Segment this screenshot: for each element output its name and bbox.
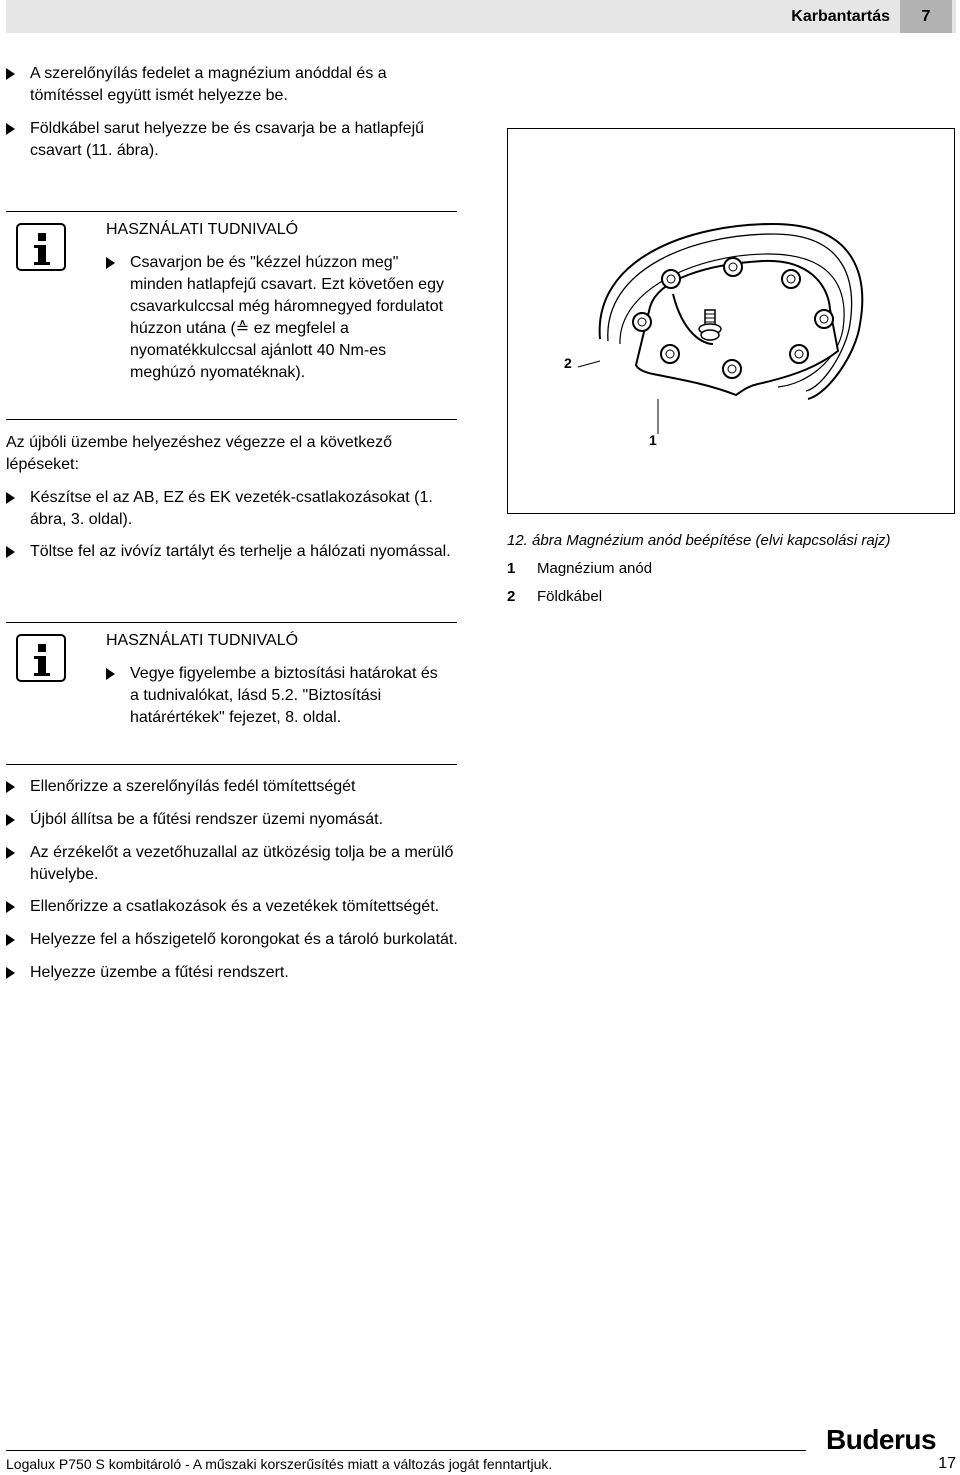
list-item-text: A szerelőnyílás fedelet a magnézium anóddal és a tömítéssel együtt ismét helyezze be. — [30, 65, 387, 104]
list-item-text: Helyezze üzembe a fűtési rendszert. — [30, 964, 289, 981]
list-item-text: Újból állítsa be a fűtési rendszer üzemi nyomását. — [30, 811, 384, 828]
list-item — [106, 252, 451, 384]
notice-heading: HASZNÁLATI TUDNIVALÓ — [106, 221, 299, 238]
top-bullet-list — [6, 63, 458, 162]
list-item-text: Ellenőrizze a csatlakozások és a vezetékek tömítettségét. — [30, 898, 440, 915]
header-bar — [6, 0, 956, 33]
corresponds-symbol: ≙ — [235, 320, 250, 337]
chapter-number: 7 — [900, 0, 952, 33]
brand-logo: Buderus — [826, 1424, 937, 1455]
section-title: Karbantartás — [791, 8, 890, 25]
list-item-text: Az érzékelőt a vezetőhuzallal az ütközésig tolja be a merülő hüvelybe. — [30, 844, 454, 883]
legend-item — [507, 559, 652, 579]
bullet-arrow-icon — [6, 492, 15, 504]
list-item-text: Készítse el az AB, EZ és EK vezeték-csatlakozásokat (1. ábra, 3. oldal). — [30, 489, 433, 528]
bullet-arrow-icon — [6, 934, 15, 946]
list-item — [6, 776, 458, 798]
legend-text: Földkábel — [537, 588, 603, 605]
notice-text-2: ez megfelel a nyomatékkulccsal ajánlott 40 Nm-es meghúzó nyomatéknak). — [130, 320, 387, 381]
list-item — [6, 809, 458, 831]
notice-text: Csavarjon be és "kézzel húzzon meg" minden hatlapfejű csavart. Ezt követően egy csavarkulccsal még háromnegyed fordulatot húzzon utána — [130, 254, 444, 337]
notice-text: Vegye figyelembe a biztosítási határokat és a tudnivalókat, lásd 5.2. "Biztosítási határértékek" fejezet, 8. oldal. — [130, 665, 438, 726]
bullet-arrow-icon — [6, 814, 15, 826]
notice-body — [106, 252, 451, 384]
bullet-arrow-icon — [6, 967, 15, 979]
bullet-arrow-icon — [106, 257, 115, 269]
notice-body — [106, 663, 451, 729]
list-item — [6, 842, 458, 886]
list-item — [106, 663, 451, 729]
figure-caption-text: Magnézium anód beépítése (elvi kapcsolási rajz) — [566, 532, 891, 549]
bullet-arrow-icon — [106, 668, 115, 680]
bolt-icon — [662, 270, 680, 288]
figure-caption-number: 12. ábra — [507, 532, 563, 549]
bullet-arrow-icon — [6, 68, 15, 80]
anode-drawing — [508, 129, 954, 513]
notice-text-paren: ( — [230, 320, 236, 337]
list-item-text: Ellenőrizze a szerelőnyílás fedél tömítettségét — [30, 778, 356, 795]
info-icon — [16, 634, 66, 682]
legend-item — [507, 587, 602, 607]
legend-number: 1 — [507, 560, 516, 577]
list-item-text: Töltse fel az ivóvíz tartályt és terhelje a hálózati nyomással. — [30, 543, 451, 560]
bullet-arrow-icon — [6, 901, 15, 913]
notice-box — [6, 211, 457, 420]
bullet-arrow-icon — [6, 123, 15, 135]
list-item-text: Helyezze fel a hőszigetelő korongokat és a tároló burkolatát. — [30, 931, 458, 948]
list-item — [6, 541, 458, 563]
list-item — [6, 929, 458, 951]
figure-frame — [507, 128, 955, 514]
intro-section — [6, 432, 458, 563]
bolt-icon — [724, 258, 742, 276]
page-number: 17 — [938, 1455, 956, 1472]
list-item-text: Földkábel sarut helyezze be és csavarja be a hatlapfejű csavart (11. ábra). — [30, 120, 425, 159]
bullet-arrow-icon — [6, 546, 15, 558]
legend-text: Magnézium anód — [537, 560, 653, 577]
legend-number: 2 — [507, 588, 516, 605]
figure-caption — [507, 531, 891, 551]
list-item — [6, 487, 458, 531]
list-item — [6, 896, 458, 918]
figure-label-1: 1 — [649, 432, 657, 448]
bolt-icon — [815, 310, 833, 328]
footer-text: Logalux P750 S kombitároló - A műszaki korszerűsítés miatt a változás jogát fenntartjuk. — [6, 1456, 553, 1472]
intro-paragraph: Az újbóli üzembe helyezéshez végezze el a következő lépéseket: — [6, 434, 392, 473]
info-icon — [16, 223, 66, 271]
bolt-icon — [782, 270, 800, 288]
bolt-icon — [723, 360, 741, 378]
list-item — [6, 63, 458, 107]
list-item — [6, 962, 458, 984]
list-item — [6, 118, 458, 162]
bolt-icon — [661, 345, 679, 363]
figure-label-2: 2 — [564, 355, 572, 371]
bullet-arrow-icon — [6, 781, 15, 793]
notice-heading: HASZNÁLATI TUDNIVALÓ — [106, 632, 299, 649]
bolt-icon — [633, 313, 651, 331]
bullet-arrow-icon — [6, 847, 15, 859]
bolt-icon — [790, 345, 808, 363]
bottom-bullet-list — [6, 776, 458, 984]
footer-divider — [6, 1450, 806, 1451]
notice-box — [6, 622, 457, 765]
